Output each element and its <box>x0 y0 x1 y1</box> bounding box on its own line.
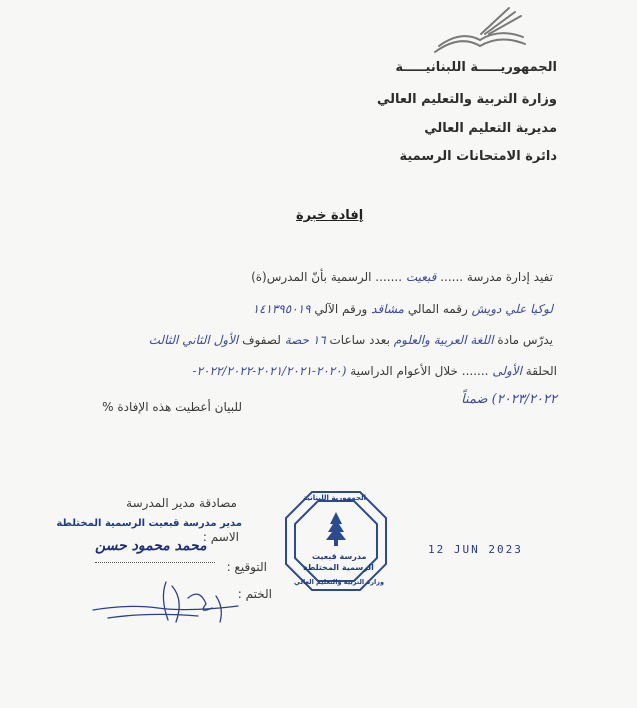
signature-heading: مصادقة مدير المدرسة <box>126 496 237 510</box>
line3-hours: ١٦ حصة <box>284 333 326 347</box>
seal-center-line-2: الرسمية المختلطة <box>303 563 374 572</box>
line1-prefix: تفيد إدارة مدرسة ...... <box>440 270 553 284</box>
line3-mid: بعدد ساعات <box>329 333 390 347</box>
header-directorate: مديرية التعليم العالي <box>424 121 557 136</box>
body-line-3 <box>149 333 553 347</box>
seal-center-line-1: مدرسة قبعيت <box>312 552 367 561</box>
line2-mid: رقمه المالي <box>407 302 468 316</box>
body-line-5: ٢٠٢٣/٢٠٢٢) ضمناً <box>461 392 557 407</box>
line4-mid: ....... خلال الأعوام الدراسية <box>350 364 489 378</box>
header-republic: الجمهوريـــــة اللبنانيـــــة <box>395 60 557 75</box>
line2-number: ١٤١٣٩٥٠١٩ <box>252 302 311 316</box>
document-title: إفادة خبرة <box>296 208 364 223</box>
body-line-4 <box>193 364 558 378</box>
line2-name: لوكيا علي دويش <box>471 302 553 316</box>
line3-end: لصفوف <box>242 333 281 347</box>
header-ministry: وزارة التربية والتعليم العالي <box>376 92 557 107</box>
date-stamp: 12 JUN 2023 <box>428 543 523 556</box>
name-label: الاسم : <box>202 530 239 544</box>
line3-classes: الأول الثاني الثالث <box>148 333 239 347</box>
signature-dotted-line <box>95 562 215 563</box>
signature-label: التوقيع : <box>226 560 267 574</box>
line4-cycle: الأولى <box>492 364 522 378</box>
body-line-1 <box>251 270 553 284</box>
seal-bottom-text: وزارة التربية والتعليم العالي <box>294 578 385 586</box>
line3-prefix: يدرّس مادة <box>497 333 553 347</box>
line2-end: ورقم الآلي <box>314 302 368 316</box>
line1-suffix: ....... الرسمية بأنّ المدرس(ة) <box>251 270 403 284</box>
principal-name-handwritten: محمد محمود حسن <box>95 538 207 554</box>
principal-stamp-text: مدير مدرسة قبعيت الرسمية المختلطة <box>56 518 242 529</box>
line1-school: قبعيت <box>405 270 437 284</box>
principal-signature <box>88 578 248 628</box>
seal-top-text: الجمهورية اللبنانية <box>303 494 367 502</box>
header-department: دائرة الامتحانات الرسمية <box>399 149 557 164</box>
seal-label: الختم : <box>237 587 272 601</box>
line2-financial: مشاقد <box>371 302 404 316</box>
line3-subject: اللغة العربية والعلوم <box>393 333 494 347</box>
line4-years: (٢٠٢٠-٢٠٢١/٢٠٢١-٢٠٢٢/٢٠٢٢- <box>192 364 347 378</box>
body-line-2 <box>253 302 553 316</box>
closing-line: للبيان أعطيت هذه الإفادة % <box>102 400 242 414</box>
ministry-emblem <box>425 4 535 56</box>
line4-prefix: الحلقة <box>525 364 557 378</box>
